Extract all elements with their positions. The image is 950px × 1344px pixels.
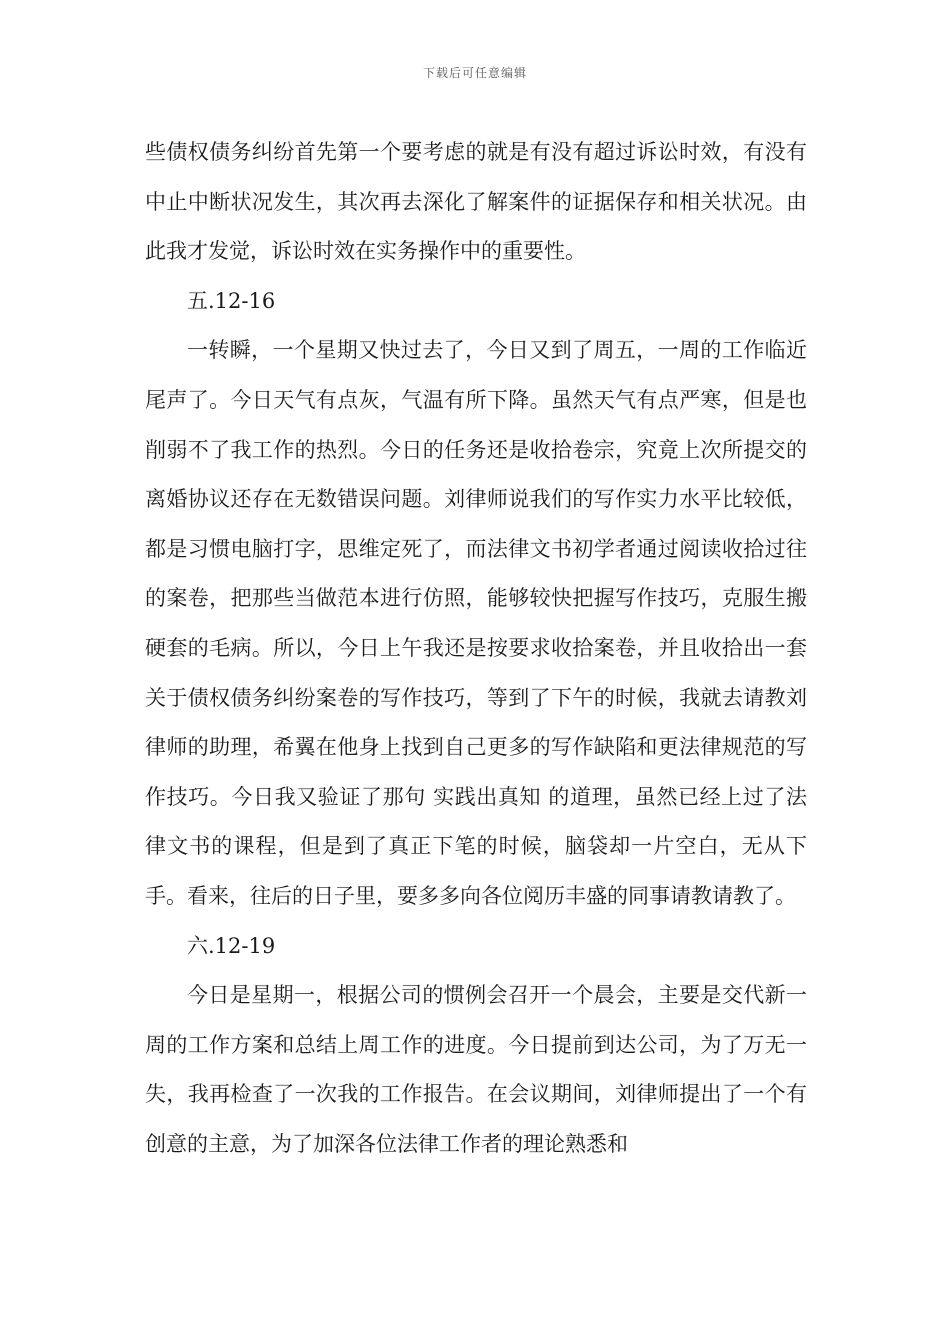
- section-heading-5: 五.12-16: [187, 288, 276, 313]
- section-heading-6: 六.12-19: [187, 933, 276, 958]
- paragraph-day-6: 今日是星期一，根据公司的惯例会召开一个晨会，主要是交代新一周的工作方案和总结上周工作的进度。今日提前到达公司，为了万无一失，我再检查了一次我的工作报告。在会议期间，刘律师提出了一个有创意的主意，为了加深各位法律工作者的理论熟悉和: [145, 983, 807, 1156]
- paragraph-continuation: 些债权债务纠纷首先第一个要考虑的就是有没有超过诉讼时效，有没有中止中断状况发生，其次再去深化了解案件的证据保存和相关状况。由此我才发觉，诉讼时效在实务操作中的重要性。: [145, 140, 807, 264]
- paragraph-day-5: 一转瞬，一个星期又快过去了，今日又到了周五，一周的工作临近尾声了。今日天气有点灰，气温有所下降。虽然天气有点严寒，但是也削弱不了我工作的热烈。今日的任务还是收拾卷宗，究竟上次所提交的离婚协议还存在无数错误问题。刘律师说我们的写作实力水平比较低，都是习惯电脑打字，思维定死了，而法律文书初学者通过阅读收拾过往的案卷，把那些当做范本进行仿照，能够较快把握写作技巧，克服生搬硬套的毛病。所以，今日上午我还是按要求收拾案卷，并且收拾出一套关于债权债务纠纷案卷的写作技巧，等到了下午的时候，我就去请教刘律师的助理，希翼在他身上找到自己更多的写作缺陷和更法律规范的写作技巧。今日我又验证了那句 实践出真知 的道理，虽然已经上过了法律文书的课程，但是到了真正下笔的时候，脑袋却一片空白，无从下手。看来，往后的日子里，要多多向各位阅历丰盛的同事请教请教了。: [145, 338, 807, 908]
- document-body: [145, 128, 807, 1169]
- header-note: 下载后可任意编辑: [422, 66, 527, 80]
